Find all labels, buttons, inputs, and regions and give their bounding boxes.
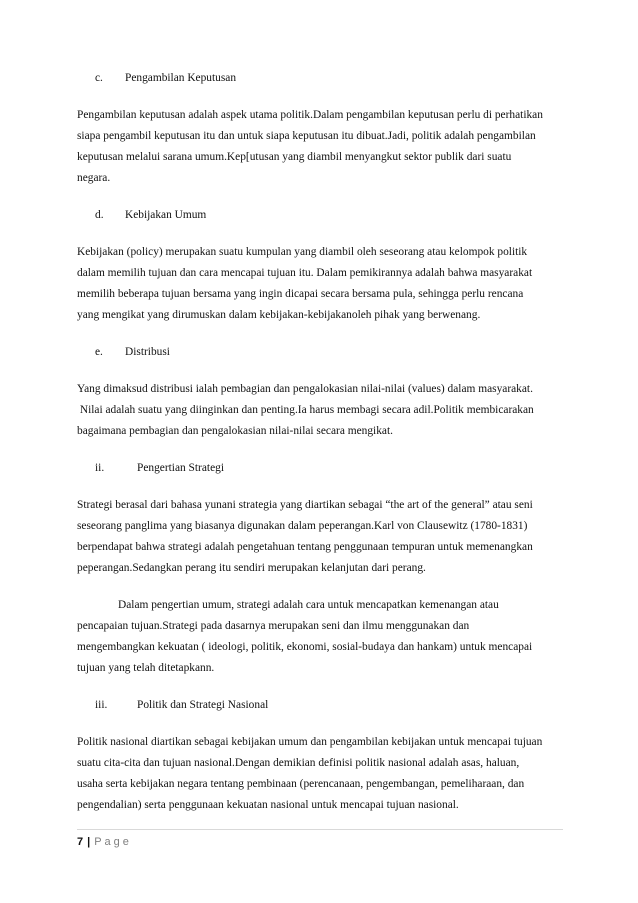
text-line: seseorang panglima yang biasanya digunakan dalam peperangan.Karl von Clausewitz (1780-1831) xyxy=(77,520,528,532)
section-number: c. xyxy=(95,72,103,84)
paragraph xyxy=(77,495,565,579)
section-number: d. xyxy=(95,209,104,221)
text-line: keputusan melalui sarana umum.Kep[utusan yang diambil menyangkut sektor publik dari suatu xyxy=(77,151,512,163)
page-footer xyxy=(77,836,132,848)
section-title: Kebijakan Umum xyxy=(125,209,207,221)
section-number: ii. xyxy=(95,462,105,474)
section-number: e. xyxy=(95,346,103,358)
text-line: Kebijakan (policy) merupakan suatu kumpulan yang diambil oleh seseorang atau kelompok politik xyxy=(77,246,528,258)
page-label: Page xyxy=(94,836,132,848)
text-line: tujuan yang telah ditetapkann. xyxy=(77,662,215,674)
page-number: 7 xyxy=(77,836,84,848)
text-line: berpendapat bahwa strategi adalah pengetahuan tentang penggunaan tempuran untuk memenangkan xyxy=(77,541,533,553)
section-title: Politik dan Strategi Nasional xyxy=(137,699,269,711)
text-line: siapa pengambil keputusan itu dan untuk siapa keputusan itu dibuat.Jadi, politik adalah pengambilan xyxy=(77,130,536,142)
page-content xyxy=(77,68,565,832)
text-line: Yang dimaksud distribusi ialah pembagian dan pengalokasian nilai-nilai (values) dalam masyarakat. xyxy=(77,383,533,395)
text-line: yang mengikat yang dirumuskan dalam kebijakan-kebijakanoleh pihak yang berwenang. xyxy=(77,309,481,321)
paragraph xyxy=(77,242,565,326)
paragraph xyxy=(77,595,565,679)
paragraph xyxy=(77,105,565,189)
text-line: usaha serta kebijakan negara tentang pembinaan (perencanaan, pengembangan, pemeliharaan, dan xyxy=(77,778,525,790)
footer-separator: | xyxy=(87,836,91,848)
section-heading xyxy=(95,458,565,479)
section-title: Pengertian Strategi xyxy=(137,462,224,474)
text-line: negara. xyxy=(77,172,111,184)
text-line: dalam memilih tujuan dan cara mencapai tujuan itu. Dalam pemikirannya adalah bahwa masyarakat xyxy=(77,267,533,279)
text-line: pencapaian tujuan.Strategi pada dasarnya merupakan seni dan ilmu menggunakan dan xyxy=(77,620,470,632)
text-line: Dalam pengertian umum, strategi adalah cara untuk mencapatkan kemenangan atau xyxy=(118,599,499,611)
text-line: mengembangkan kekuatan ( ideologi, politik, ekonomi, sosial-budaya dan hankam) untuk mencapai xyxy=(77,641,533,653)
section-heading xyxy=(95,342,565,363)
footer-divider xyxy=(77,829,563,830)
text-line: peperangan.Sedangkan perang itu sendiri merupakan kelanjutan dari perang. xyxy=(77,562,426,574)
section-number: iii. xyxy=(95,699,108,711)
paragraph xyxy=(77,732,565,816)
paragraph xyxy=(77,379,565,442)
section-heading xyxy=(95,205,565,226)
text-line: suatu cita-cita dan tujuan nasional.Dengan demikian definisi politik nasional adalah asas, haluan, xyxy=(77,757,520,769)
text-line: memilih beberapa tujuan bersama yang ingin dicapai secara bersama pula, sehingga perlu rencana xyxy=(77,288,524,300)
section-title: Pengambilan Keputusan xyxy=(125,72,237,84)
section-title: Distribusi xyxy=(125,346,170,358)
text-line: Politik nasional diartikan sebagai kebijakan umum dan pengambilan kebijakan untuk mencapai tujuan xyxy=(77,736,543,748)
text-line: bagaimana pembagian dan pengalokasian nilai-nilai secara mengikat. xyxy=(77,425,393,437)
section-heading xyxy=(95,68,565,89)
section-heading xyxy=(95,695,565,716)
text-line: Pengambilan keputusan adalah aspek utama politik.Dalam pengambilan keputusan perlu di perhatikan xyxy=(77,109,543,121)
text-line: Nilai adalah suatu yang diinginkan dan penting.Ia harus membagi secara adil.Politik membicarakan xyxy=(77,404,534,416)
text-line: Strategi berasal dari bahasa yunani strategia yang diartikan sebagai “the art of the general” atau seni xyxy=(77,499,533,511)
text-line: pengendalian) serta penggunaan kekuatan nasional untuk mencapai tujuan nasional. xyxy=(77,799,459,811)
